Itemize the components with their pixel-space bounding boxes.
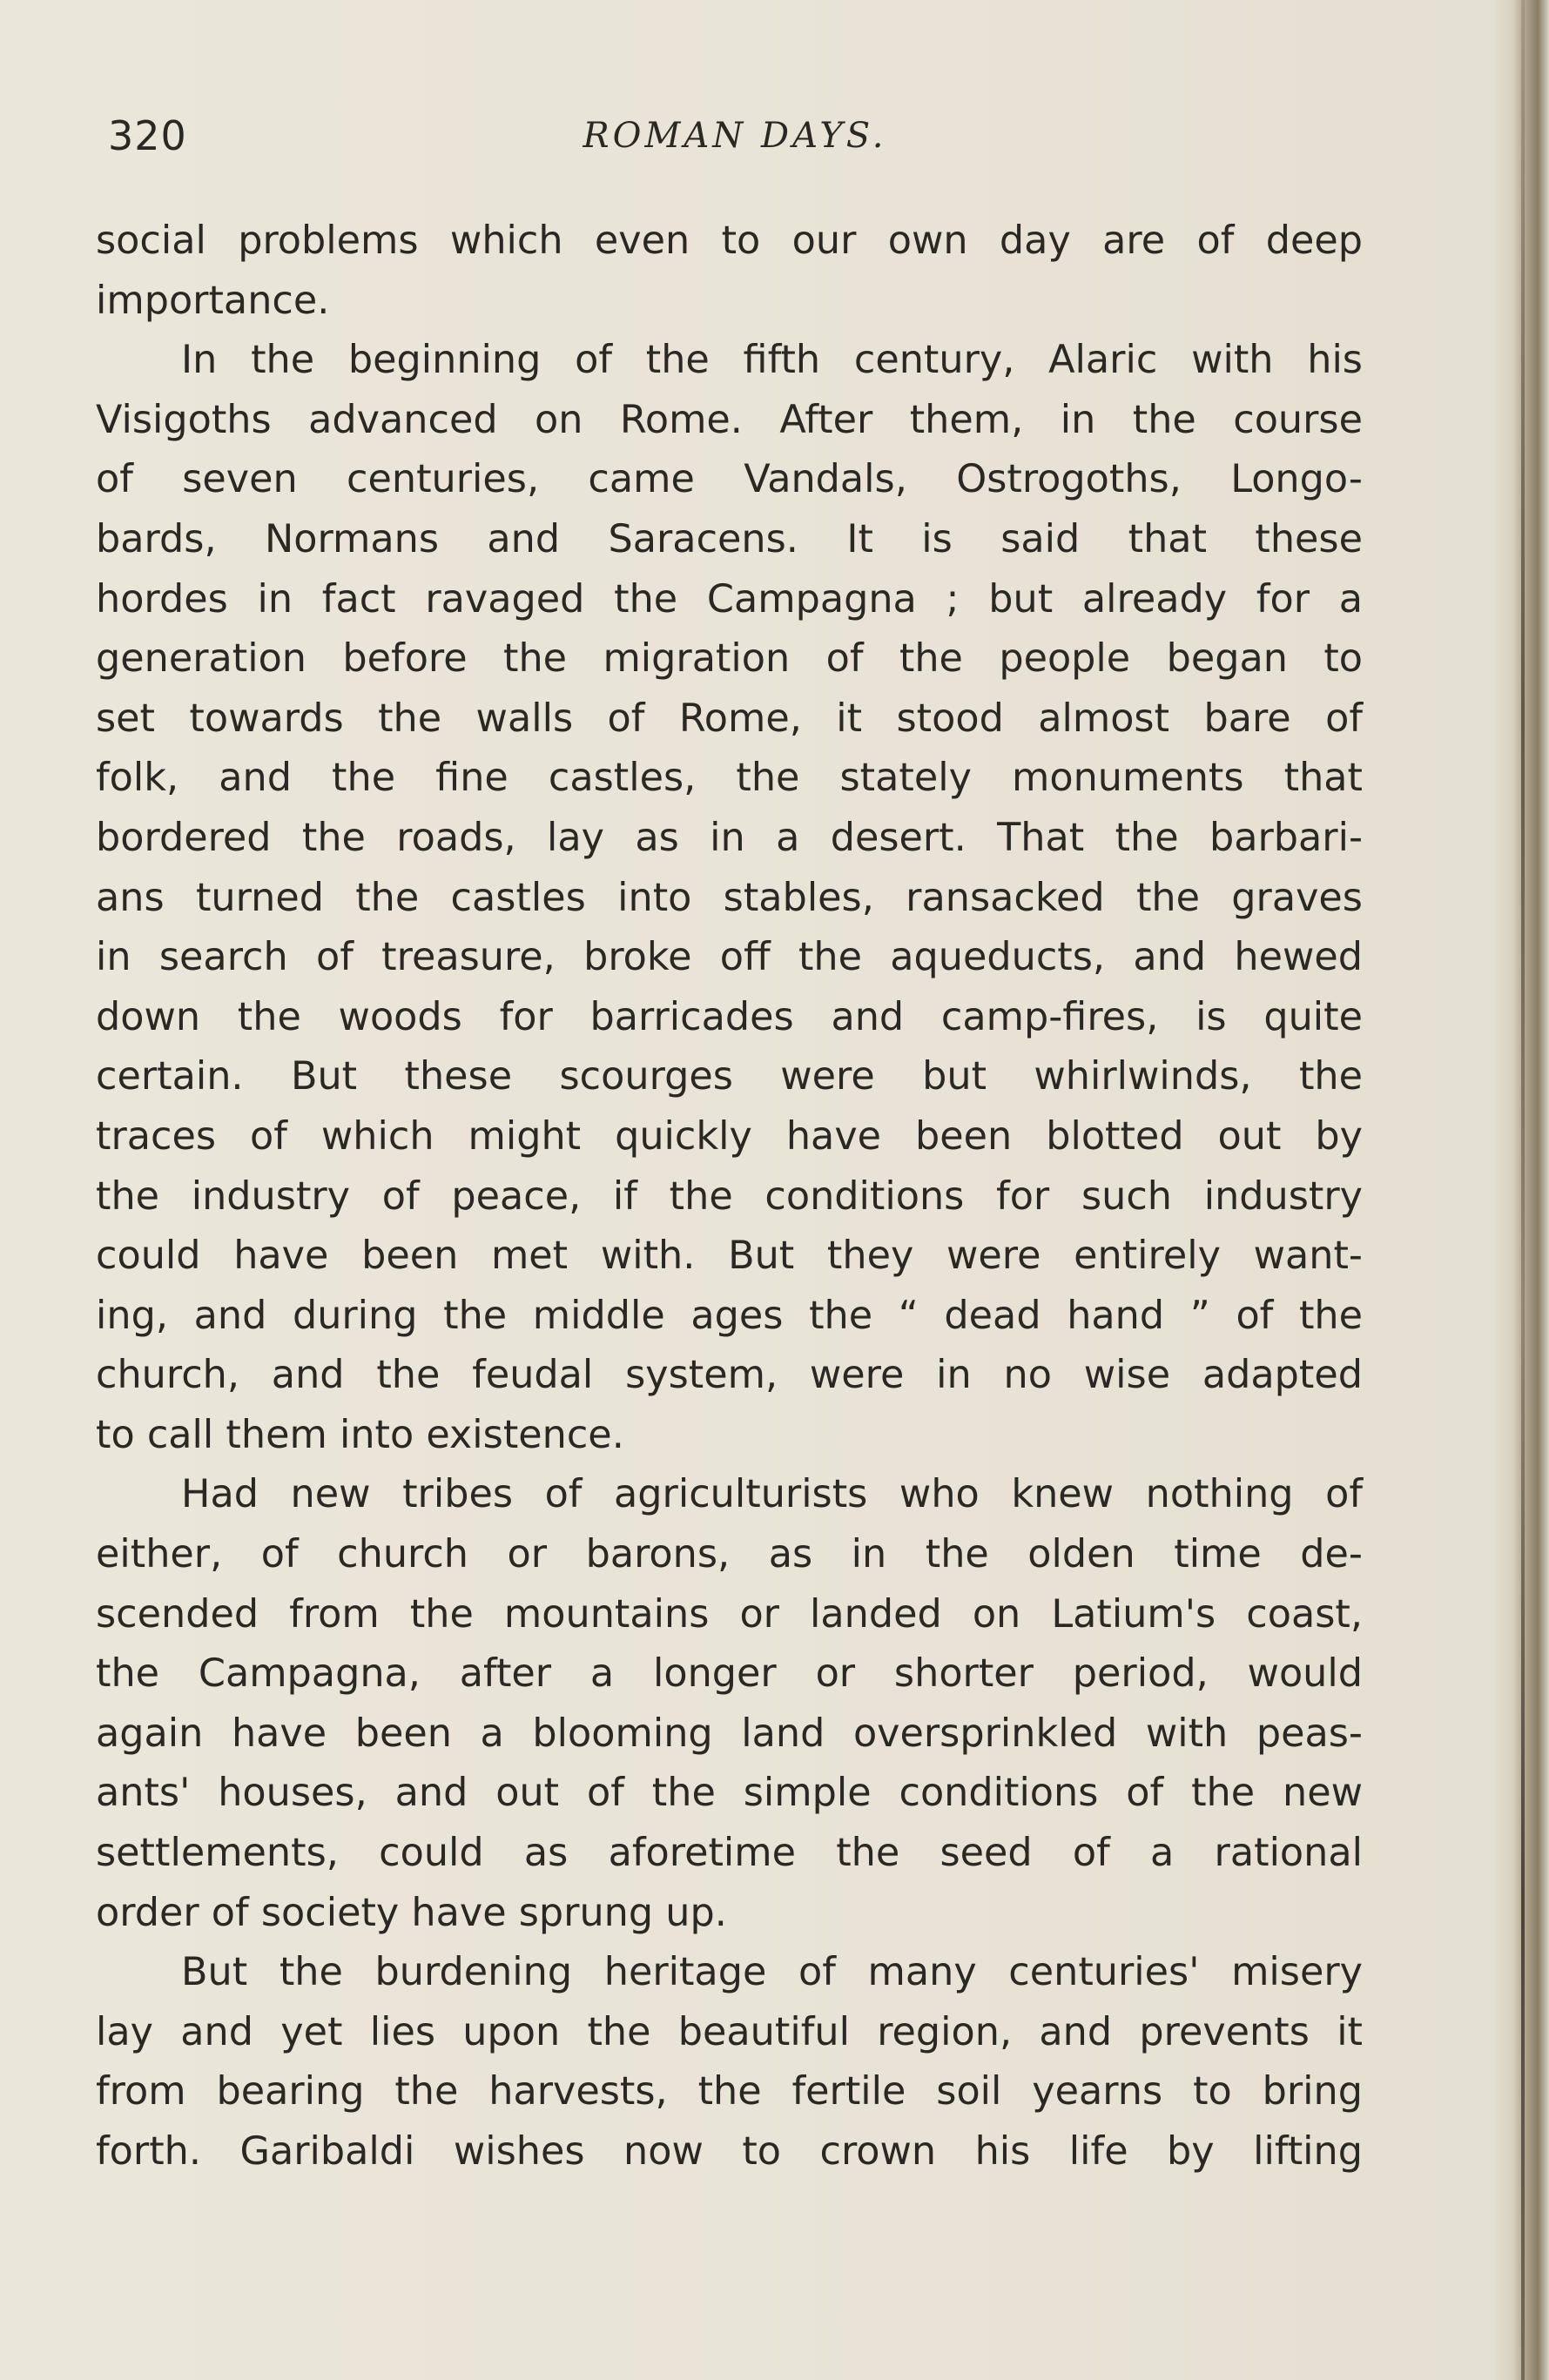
text-line: church, and the feudal system, were in no wise adapted [96,1353,1363,1398]
text-line: generation before the migration of the people began to [96,636,1363,682]
text-line: importance. [96,278,330,323]
body-text [96,212,1363,2182]
text-line: folk, and the fine castles, the stately monuments that [96,756,1363,801]
text-line: ing, and during the middle ages the “ dead hand ” of the [96,1293,1363,1338]
text-line: the industry of peace, if the conditions for such industry [96,1173,1363,1219]
page-number: 320 [108,112,187,159]
text-line: bordered the roads, lay as in a desert. That the barbari- [96,815,1363,860]
text-line: to call them into existence. [96,1412,624,1457]
text-line: the Campagna, after a longer or shorter period, would [96,1651,1363,1697]
page-edge-line [1521,0,1525,2380]
text-line: in search of treasure, broke off the aqueducts, and hewed [96,935,1363,980]
text-line: hordes in fact ravaged the Campagna ; but already for a [96,576,1363,622]
text-line: social problems which even to our own day are of deep [96,219,1363,263]
running-head: ROMAN DAYS. [583,116,887,156]
text-line: certain. But these scourges were but whirlwinds, the [96,1054,1363,1099]
text-line: In the beginning of the fifth century, Alaric with his [181,338,1363,383]
text-line: settlements, could as aforetime the seed of a rational [96,1831,1363,1876]
text-line: Visigoths advanced on Rome. After them, in the course [96,397,1363,442]
text-line: scended from the mountains or landed on Latium's coast, [96,1591,1363,1637]
text-line: of seven centuries, came Vandals, Ostrogoths, Longo- [96,457,1363,502]
text-line: again have been a blooming land oversprinkled with peas- [96,1711,1363,1756]
text-line: forth. Garibaldi wishes now to crown his life by lifting [96,2129,1363,2174]
text-line: Had new tribes of agriculturists who knew nothing of [181,1472,1363,1517]
text-line: traces of which might quickly have been blotted out by [96,1113,1363,1159]
page-header [108,110,1362,162]
text-line: down the woods for barricades and camp-fires, is quite [96,994,1363,1039]
text-line: from bearing the harvests, the fertile soil yearns to bring [96,2069,1363,2114]
text-line: bards, Normans and Saracens. It is said that these [96,516,1363,561]
text-line: either, of church or barons, as in the olden time de- [96,1532,1363,1577]
text-line: ants' houses, and out of the simple conditions of the new [96,1771,1363,1816]
text-line: But the burdening heritage of many centuries' misery [181,1950,1363,1995]
text-line: could have been met with. But they were entirely want- [96,1234,1363,1279]
text-line: ans turned the castles into stables, ransacked the graves [96,875,1363,920]
text-line: lay and yet lies upon the beautiful region, and prevents it [96,2009,1363,2054]
text-line: set towards the walls of Rome, it stood almost bare of [96,696,1363,741]
text-line: order of society have sprung up. [96,1890,727,1935]
